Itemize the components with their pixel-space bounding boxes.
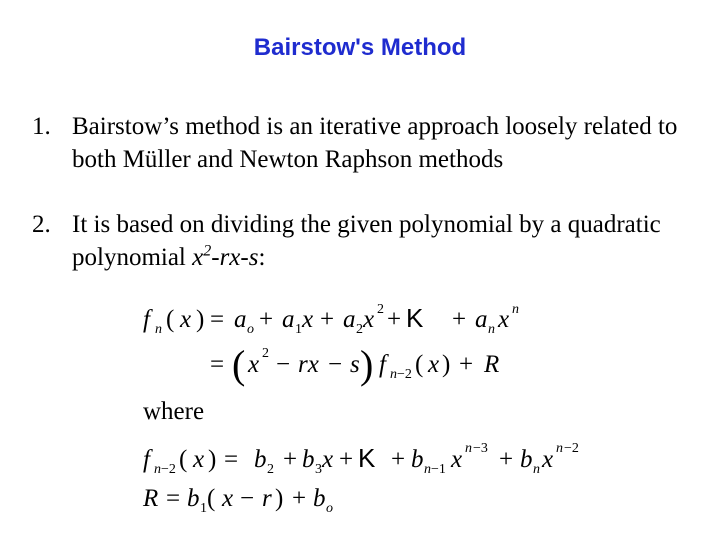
- svg-text:x: x: [322, 446, 334, 473]
- svg-text:b: b: [520, 446, 533, 473]
- svg-text:+: +: [387, 306, 402, 333]
- svg-text:+: +: [391, 446, 406, 473]
- list-number: 1.: [32, 113, 51, 140]
- svg-text:+: +: [499, 446, 514, 473]
- list-number: 2.: [32, 211, 51, 238]
- svg-text:o: o: [247, 322, 254, 337]
- svg-text:−2: −2: [564, 441, 579, 456]
- svg-text:): ): [196, 306, 205, 333]
- where-label: where: [143, 398, 205, 425]
- svg-text:n: n: [465, 441, 472, 456]
- svg-text:n: n: [556, 441, 563, 456]
- svg-text:(: (: [415, 351, 424, 378]
- svg-text:(: (: [207, 485, 216, 512]
- svg-text:1: 1: [200, 501, 207, 516]
- svg-text:+: +: [459, 351, 474, 378]
- svg-text:x: x: [498, 306, 510, 333]
- svg-text:a: a: [475, 306, 488, 333]
- svg-text:(: (: [179, 446, 188, 473]
- svg-text:3: 3: [315, 462, 322, 477]
- svg-text:K: K: [358, 443, 376, 473]
- math-x: x: [192, 244, 204, 271]
- svg-text:n: n: [390, 367, 397, 382]
- svg-text:n: n: [154, 462, 161, 477]
- svg-text:n: n: [155, 322, 162, 337]
- svg-text:): ): [275, 485, 284, 512]
- svg-text:x: x: [302, 306, 314, 333]
- equation-division: [210, 342, 499, 387]
- svg-text:s: s: [350, 351, 360, 378]
- svg-text:2: 2: [267, 462, 274, 477]
- svg-text:1: 1: [295, 322, 302, 337]
- svg-text:+: +: [259, 306, 274, 333]
- svg-text:r: r: [262, 485, 272, 512]
- svg-text:2: 2: [356, 322, 363, 337]
- svg-text:−3: −3: [473, 441, 488, 456]
- svg-text:2: 2: [377, 302, 384, 317]
- svg-text:−2: −2: [397, 367, 412, 382]
- math-rest: -rx-s: [211, 244, 259, 271]
- svg-text:x: x: [363, 306, 375, 333]
- svg-text:b: b: [411, 446, 424, 473]
- svg-text:R: R: [143, 485, 159, 512]
- svg-text:x: x: [222, 485, 234, 512]
- svg-text:): ): [360, 342, 374, 387]
- svg-text:a: a: [282, 306, 295, 333]
- svg-text:−1: −1: [431, 462, 446, 477]
- svg-text:(: (: [232, 342, 246, 387]
- svg-text:n: n: [488, 322, 495, 337]
- svg-text:n: n: [533, 462, 540, 477]
- svg-text:b: b: [313, 485, 326, 512]
- svg-text:x: x: [248, 351, 260, 378]
- svg-text:b: b: [302, 446, 315, 473]
- svg-text:o: o: [326, 501, 333, 516]
- svg-text:): ): [208, 446, 217, 473]
- list-text: Bairstow’s method is an iterative approach loosely related to both Müller and Newton Raphson methods: [72, 113, 678, 173]
- svg-text:+: +: [339, 446, 354, 473]
- svg-text:=: =: [210, 306, 225, 333]
- svg-text:(: (: [166, 306, 175, 333]
- svg-text:−2: −2: [161, 462, 176, 477]
- svg-text:f: f: [379, 351, 386, 378]
- svg-text:rx: rx: [298, 351, 319, 378]
- svg-text:R: R: [484, 351, 500, 378]
- svg-text:f: f: [143, 446, 150, 473]
- svg-text:f: f: [143, 306, 150, 333]
- svg-text:+: +: [452, 306, 467, 333]
- svg-text:b: b: [187, 485, 200, 512]
- svg-text:x: x: [542, 446, 554, 473]
- svg-text:−: −: [328, 351, 343, 378]
- slide-title: Bairstow's Method: [253, 34, 467, 61]
- svg-text:=: =: [210, 351, 225, 378]
- math-colon: :: [258, 244, 266, 271]
- svg-text:+: +: [283, 446, 298, 473]
- math-exponent: 2: [203, 242, 212, 260]
- svg-text:−: −: [240, 485, 255, 512]
- svg-text:b: b: [254, 446, 267, 473]
- svg-text:a: a: [343, 306, 356, 333]
- svg-text:): ): [442, 351, 451, 378]
- svg-text:x: x: [428, 351, 440, 378]
- svg-text:=: =: [166, 485, 181, 512]
- svg-text:=: =: [224, 446, 239, 473]
- svg-text:2: 2: [262, 346, 269, 361]
- svg-text:n: n: [424, 462, 431, 477]
- svg-text:a: a: [234, 306, 247, 333]
- svg-text:x: x: [193, 446, 205, 473]
- equation-fn: [143, 302, 519, 337]
- svg-text:+: +: [320, 306, 335, 333]
- svg-text:+: +: [292, 485, 307, 512]
- svg-text:n: n: [512, 302, 519, 317]
- equation-quotient: [143, 441, 579, 477]
- svg-text:x: x: [451, 446, 463, 473]
- svg-text:K: K: [406, 303, 424, 333]
- equation-remainder: [142, 485, 333, 516]
- svg-text:x: x: [180, 306, 192, 333]
- list-text-prefix: It is based on dividing the given polynomial by a quadratic polynomial: [72, 211, 661, 271]
- svg-text:−: −: [276, 351, 291, 378]
